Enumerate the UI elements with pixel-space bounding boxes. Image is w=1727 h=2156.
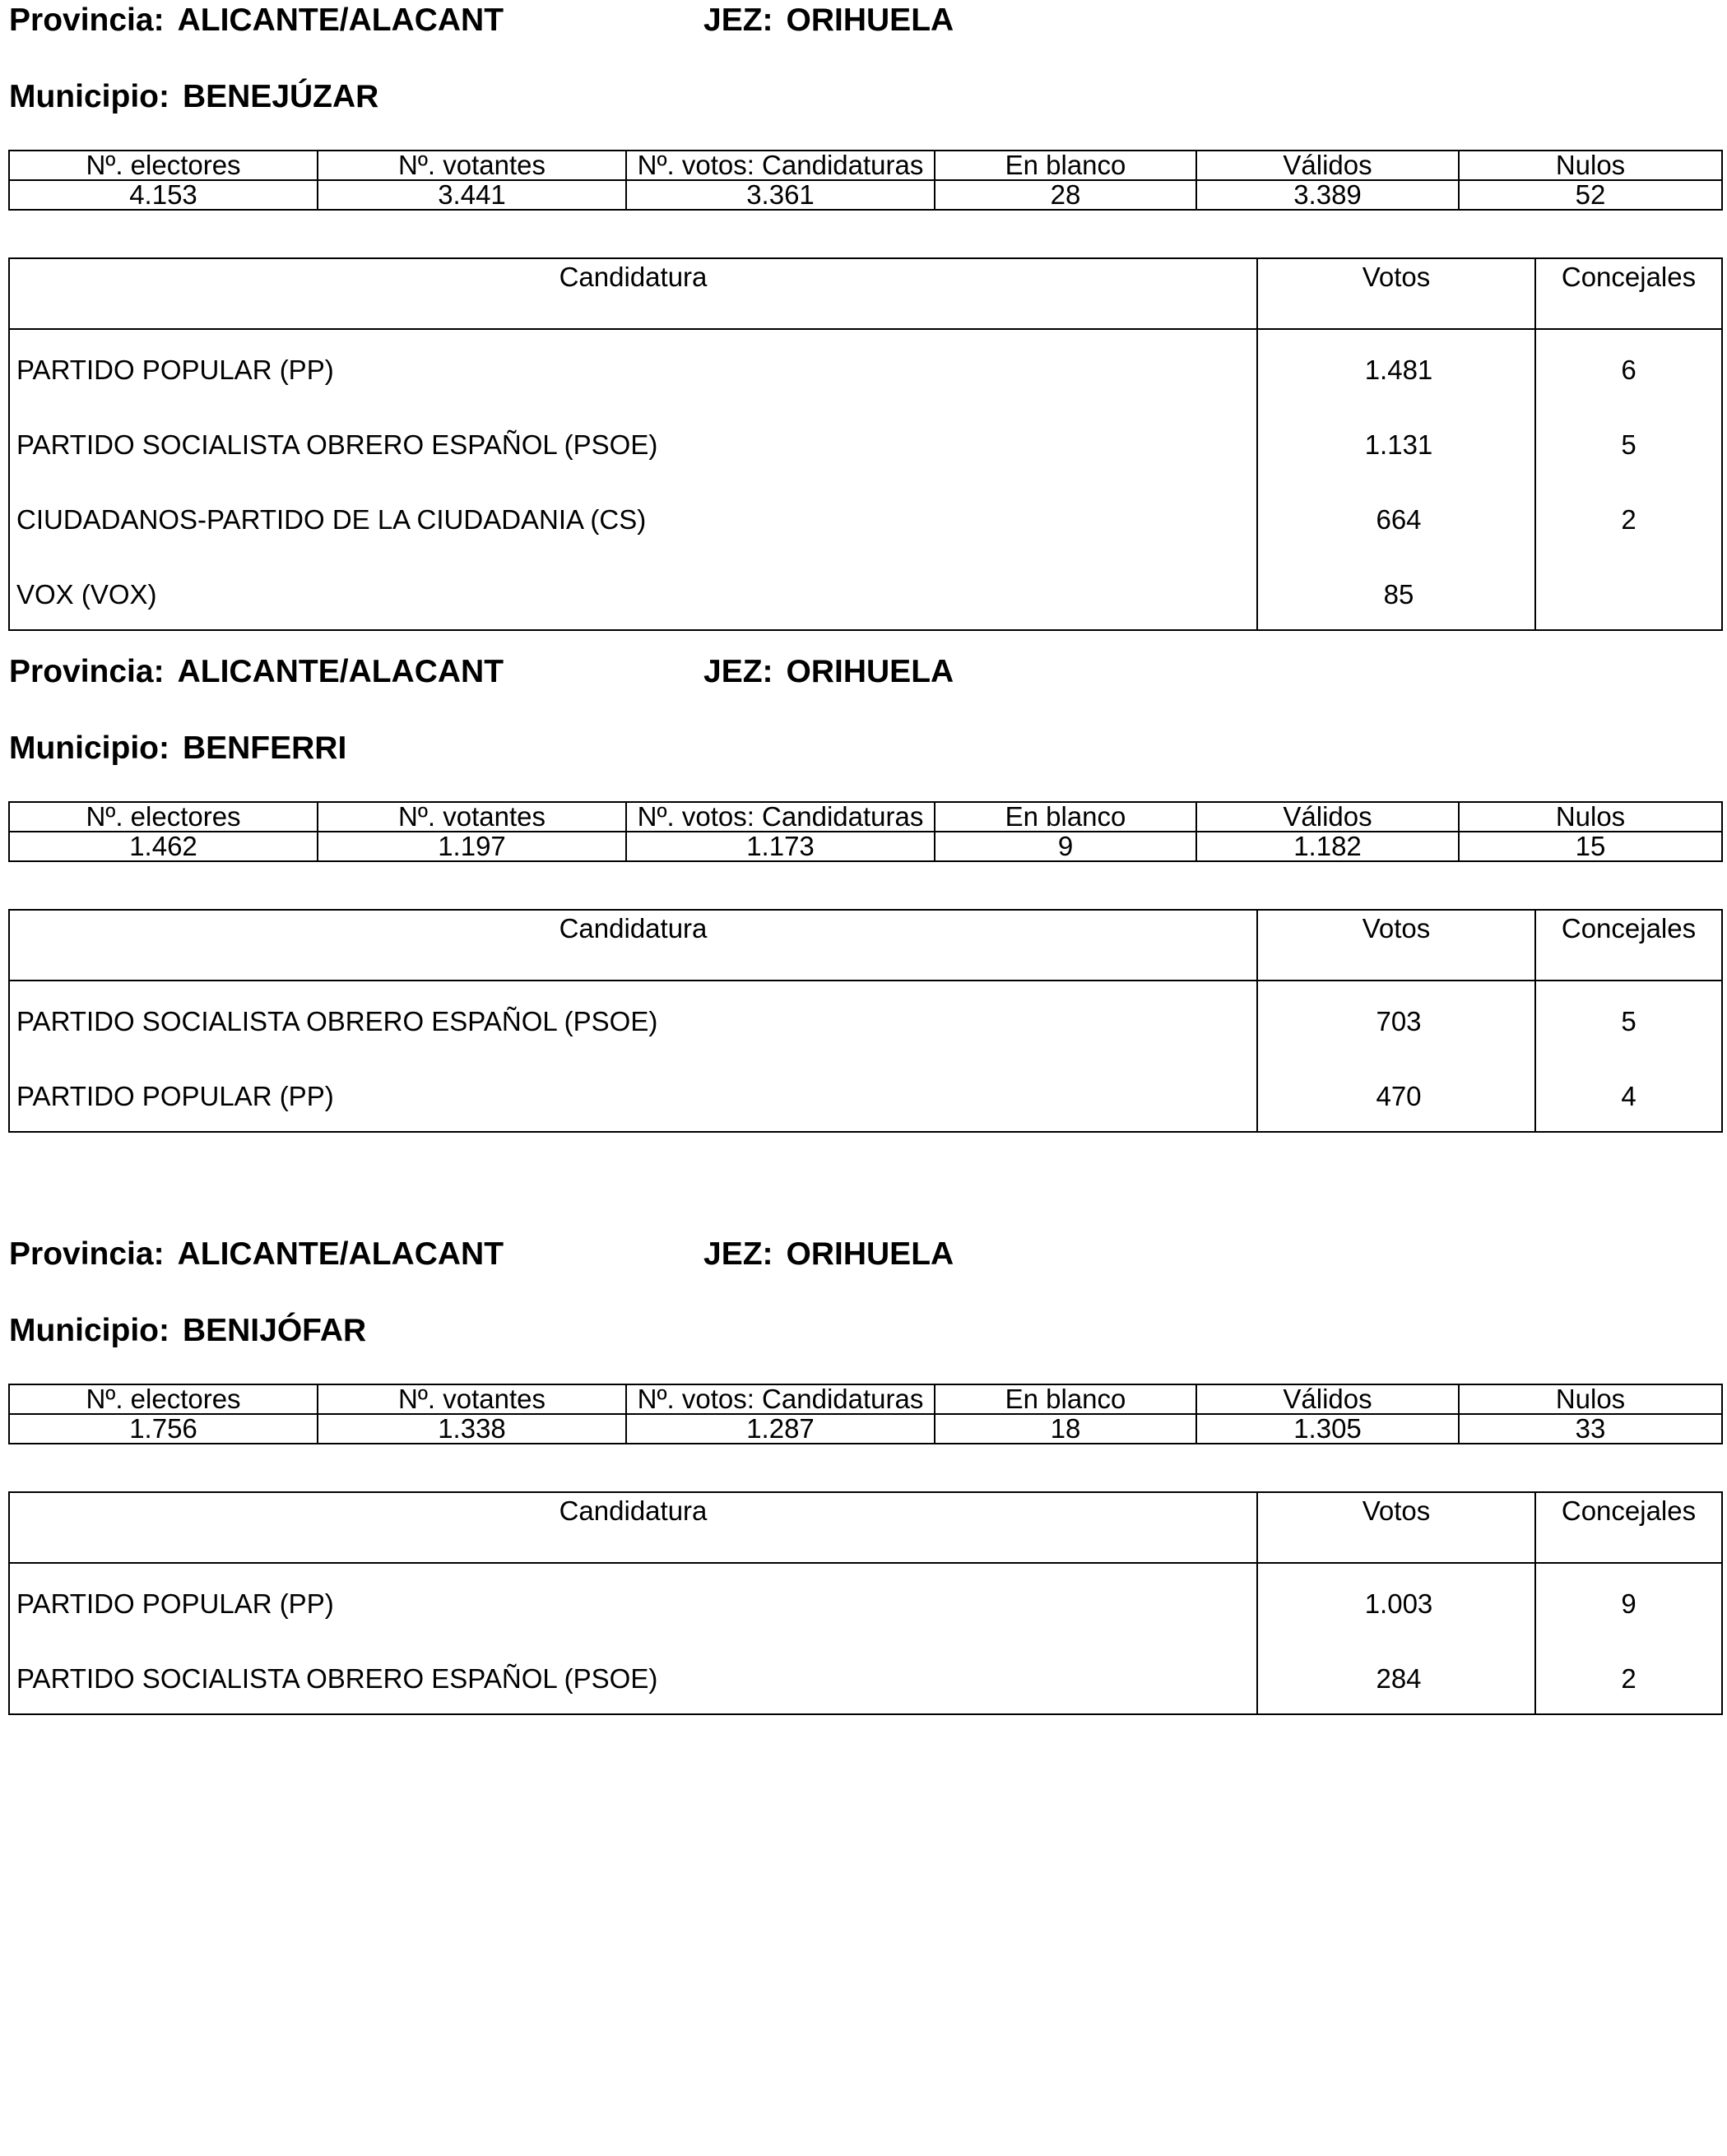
col-votantes: Nº. votantes [318,802,626,832]
col-nulos: Nulos [1459,1384,1722,1414]
candidatura-votos: 1.131 [1257,405,1535,480]
candidatura-concejales: 9 [1535,1563,1722,1639]
candidatura-concejales [1535,554,1722,630]
value-votos-candidaturas: 1.287 [626,1414,935,1444]
col-concejales: Concejales [1535,1492,1722,1563]
col-validos: Válidos [1196,802,1459,832]
candidatura-concejales: 6 [1535,329,1722,405]
table-row [9,1563,1722,1639]
value-votantes: 3.441 [318,180,626,210]
stats-table [8,150,1723,211]
value-votantes: 1.338 [318,1414,626,1444]
municipio-label: Municipio: [9,730,169,766]
jez-value: ORIHUELA [786,654,954,689]
col-candidatura: Candidatura [9,258,1257,329]
jez-label: JEZ: [703,654,773,689]
value-en-blanco: 18 [935,1414,1196,1444]
candidaturas-table [8,909,1723,1133]
candidatura-name: PARTIDO SOCIALISTA OBRERO ESPAÑOL (PSOE) [9,405,1257,480]
table-row [9,981,1722,1056]
stats-header-row [9,802,1722,832]
value-en-blanco: 28 [935,180,1196,210]
candidaturas-header-row [9,258,1722,329]
value-validos: 1.305 [1196,1414,1459,1444]
municipio-heading [9,730,346,767]
stats-value-row [9,832,1722,861]
value-validos: 1.182 [1196,832,1459,861]
stats-table [8,801,1723,862]
col-votos: Votos [1257,1492,1535,1563]
value-votos-candidaturas: 1.173 [626,832,935,861]
col-votos-candidaturas: Nº. votos: Candidaturas [626,151,935,180]
value-electores: 1.756 [9,1414,318,1444]
provincia-heading [9,2,504,39]
candidatura-votos: 470 [1257,1056,1535,1132]
provincia-heading [9,1236,504,1273]
jez-label: JEZ: [703,1236,773,1272]
value-validos: 3.389 [1196,180,1459,210]
value-electores: 1.462 [9,832,318,861]
candidatura-votos: 1.003 [1257,1563,1535,1639]
value-nulos: 15 [1459,832,1722,861]
col-electores: Nº. electores [9,802,318,832]
value-votos-candidaturas: 3.361 [626,180,935,210]
value-en-blanco: 9 [935,832,1196,861]
candidatura-votos: 1.481 [1257,329,1535,405]
candidatura-votos: 284 [1257,1639,1535,1714]
candidatura-concejales: 5 [1535,981,1722,1056]
candidatura-votos: 664 [1257,480,1535,554]
col-concejales: Concejales [1535,258,1722,329]
municipio-label: Municipio: [9,1313,169,1348]
candidatura-name: PARTIDO SOCIALISTA OBRERO ESPAÑOL (PSOE) [9,1639,1257,1714]
col-votos-candidaturas: Nº. votos: Candidaturas [626,1384,935,1414]
provincia-value: ALICANTE/ALACANT [177,2,504,38]
municipio-value: BENIJÓFAR [182,1313,367,1348]
table-row [9,1639,1722,1714]
table-row [9,1056,1722,1132]
stats-value-row [9,180,1722,210]
col-en-blanco: En blanco [935,802,1196,832]
candidatura-votos: 703 [1257,981,1535,1056]
col-votos: Votos [1257,910,1535,981]
col-nulos: Nulos [1459,151,1722,180]
table-row [9,554,1722,630]
provincia-label: Provincia: [9,1236,165,1272]
jez-heading [703,653,954,691]
provincia-value: ALICANTE/ALACANT [177,1236,504,1272]
col-concejales: Concejales [1535,910,1722,981]
col-votos-candidaturas: Nº. votos: Candidaturas [626,802,935,832]
table-row [9,480,1722,554]
provincia-label: Provincia: [9,654,165,689]
jez-heading [703,1236,954,1273]
candidatura-votos: 85 [1257,554,1535,630]
col-votos: Votos [1257,258,1535,329]
jez-value: ORIHUELA [786,2,954,38]
value-electores: 4.153 [9,180,318,210]
jez-heading [703,2,954,39]
stats-header-row [9,151,1722,180]
provincia-label: Provincia: [9,2,165,38]
col-nulos: Nulos [1459,802,1722,832]
provincia-value: ALICANTE/ALACANT [177,654,504,689]
col-electores: Nº. electores [9,151,318,180]
candidatura-name: PARTIDO SOCIALISTA OBRERO ESPAÑOL (PSOE) [9,981,1257,1056]
stats-value-row [9,1414,1722,1444]
stats-table [8,1384,1723,1444]
jez-label: JEZ: [703,2,773,38]
col-votantes: Nº. votantes [318,151,626,180]
col-validos: Válidos [1196,151,1459,180]
col-validos: Válidos [1196,1384,1459,1414]
candidaturas-table [8,1491,1723,1715]
candidatura-concejales: 5 [1535,405,1722,480]
candidatura-name: PARTIDO POPULAR (PP) [9,1056,1257,1132]
municipio-heading [9,1312,366,1350]
candidatura-concejales: 2 [1535,1639,1722,1714]
stats-header-row [9,1384,1722,1414]
candidatura-name: PARTIDO POPULAR (PP) [9,329,1257,405]
table-row [9,329,1722,405]
col-electores: Nº. electores [9,1384,318,1414]
candidatura-concejales: 2 [1535,480,1722,554]
candidaturas-header-row [9,910,1722,981]
col-candidatura: Candidatura [9,910,1257,981]
municipio-value: BENEJÚZAR [182,79,379,114]
municipio-label: Municipio: [9,79,169,114]
col-en-blanco: En blanco [935,1384,1196,1414]
municipio-heading [9,78,378,116]
col-candidatura: Candidatura [9,1492,1257,1563]
table-row [9,405,1722,480]
provincia-heading [9,653,504,691]
value-nulos: 52 [1459,180,1722,210]
col-en-blanco: En blanco [935,151,1196,180]
value-nulos: 33 [1459,1414,1722,1444]
candidatura-name: CIUDADANOS-PARTIDO DE LA CIUDADANIA (CS) [9,480,1257,554]
col-votantes: Nº. votantes [318,1384,626,1414]
municipio-value: BENFERRI [182,730,347,766]
value-votantes: 1.197 [318,832,626,861]
candidaturas-table [8,257,1723,631]
candidatura-concejales: 4 [1535,1056,1722,1132]
candidaturas-header-row [9,1492,1722,1563]
candidatura-name: PARTIDO POPULAR (PP) [9,1563,1257,1639]
candidatura-name: VOX (VOX) [9,554,1257,630]
jez-value: ORIHUELA [786,1236,954,1272]
